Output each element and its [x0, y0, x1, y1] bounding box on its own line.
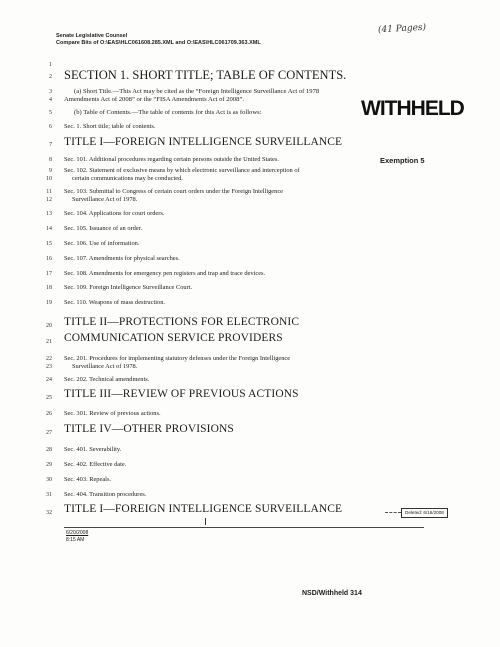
cursor-mark: [205, 518, 206, 525]
line-number: 21: [46, 339, 52, 345]
line-number: 31: [46, 492, 52, 498]
line-number: 12: [46, 197, 52, 203]
footer-rule: [64, 527, 424, 528]
line-number: 17: [46, 271, 52, 277]
toc-entry: Sec. 104. Applications for court orders.: [64, 210, 165, 217]
line-number: 27: [46, 430, 52, 436]
toc-entry: Sec. 105. Issuance of an order.: [64, 225, 143, 232]
toc-entry: Sec. 102. Statement of exclusive means by which electronic surveillance and interception of: [64, 167, 300, 174]
toc-entry: Sec. 101. Additional procedures regarding certain persons outside the United States.: [64, 156, 279, 163]
line-number: 7: [49, 142, 52, 148]
paragraph-line: Amendments Act of 2008” or the “FISA Amendments Act of 2008”.: [64, 96, 245, 103]
line-number: 5: [49, 110, 52, 116]
header-line-1: Senate Legislative Counsel: [56, 33, 128, 39]
toc-title: TITLE III—REVIEW OF PREVIOUS ACTIONS: [64, 388, 299, 400]
line-number: 25: [46, 395, 52, 401]
line-number: 9: [49, 168, 52, 174]
toc-entry: Sec. 107. Amendments for physical searches.: [64, 255, 180, 262]
line-number: 11: [46, 189, 52, 195]
line-number: 26: [46, 411, 52, 417]
toc-entry: Sec. 110. Weapons of mass destruction.: [64, 299, 166, 306]
toc-entry: Surveillance Act of 1978.: [72, 196, 138, 203]
toc-entry: Sec. 403. Repeals.: [64, 476, 112, 483]
toc-entry: certain communications may be conducted.: [72, 175, 183, 182]
line-number: 18: [46, 285, 52, 291]
line-number: 10: [46, 176, 52, 182]
line-number: 16: [46, 256, 52, 262]
line-number: 8: [49, 157, 52, 163]
handwritten-page-count: (41 Pages): [377, 22, 427, 36]
line-number: 24: [46, 377, 52, 383]
toc-entry: Sec. 1. Short title; table of contents.: [64, 123, 156, 130]
line-number: 19: [46, 300, 52, 306]
toc-entry: Sec. 109. Foreign Intelligence Surveillance Court.: [64, 284, 193, 291]
line-number: 20: [46, 323, 52, 329]
footer-time: 8:15 AM: [66, 537, 85, 543]
line-number: 32: [46, 510, 52, 516]
toc-title: COMMUNICATION SERVICE PROVIDERS: [64, 332, 283, 344]
line-number: 15: [46, 241, 52, 247]
toc-entry: Sec. 201. Procedures for implementing statutory defenses under the Foreign Intelligence: [64, 355, 291, 362]
toc-entry: Sec. 401. Severability.: [64, 446, 122, 453]
toc-entry: Sec. 106. Use of information.: [64, 240, 140, 247]
header-line-2: Compare Bits of O:\EAS\HLC061608.285.XML and O:\EAS\HLC061709.363.XML: [56, 40, 261, 46]
line-number: 22: [46, 356, 52, 362]
line-number: 2: [49, 74, 52, 80]
section-heading: SECTION 1. SHORT TITLE; TABLE OF CONTENTS.: [64, 68, 347, 82]
toc-title: TITLE IV—OTHER PROVISIONS: [64, 423, 234, 435]
toc-entry: Sec. 301. Review of previous actions.: [64, 410, 161, 417]
line-number: 3: [49, 89, 52, 95]
toc-entry: Sec. 202. Technical amendments.: [64, 376, 150, 383]
line-number: 6: [49, 124, 52, 130]
toc-entry: Sec. 108. Amendments for emergency pen registers and trap and trace devices.: [64, 270, 266, 277]
line-number: 14: [46, 226, 52, 232]
line-number: 4: [49, 97, 52, 103]
line-number: 13: [46, 211, 52, 217]
change-connector-line: [385, 512, 401, 513]
toc-entry: Sec. 402. Effective date.: [64, 461, 127, 468]
toc-entry: Surveillance Act of 1978.: [72, 363, 138, 370]
paragraph-line: (a) Short Title.—This Act may be cited as the “Foreign Intelligence Surveillance Act of 1978: [74, 88, 320, 95]
toc-entry: Sec. 103. Submittal to Congress of certain court orders under the Foreign Intelligence: [64, 188, 284, 195]
line-number: 1: [49, 62, 52, 68]
toc-title: TITLE I—FOREIGN INTELLIGENCE SURVEILLANCE: [64, 503, 343, 515]
withheld-identifier: NSD/Withheld 314: [302, 590, 362, 597]
deleted-change-box: Deleted: 6/16/2008: [401, 508, 448, 518]
line-number: 29: [46, 462, 52, 468]
footer-date: 6/20/2008: [66, 530, 89, 536]
exemption-label: Exemption 5: [380, 156, 425, 165]
line-number: 28: [46, 447, 52, 453]
paragraph-line: (b) Table of Contents.—The table of contents for this Act is as follows:: [74, 109, 262, 116]
toc-title: TITLE II—PROTECTIONS FOR ELECTRONIC: [64, 316, 300, 328]
toc-title: TITLE I—FOREIGN INTELLIGENCE SURVEILLANCE: [64, 136, 343, 148]
line-number: 30: [46, 477, 52, 483]
withheld-stamp: WITHHELD: [361, 97, 464, 120]
line-number: 23: [46, 364, 52, 370]
toc-entry: Sec. 404. Transition procedures.: [64, 491, 147, 498]
